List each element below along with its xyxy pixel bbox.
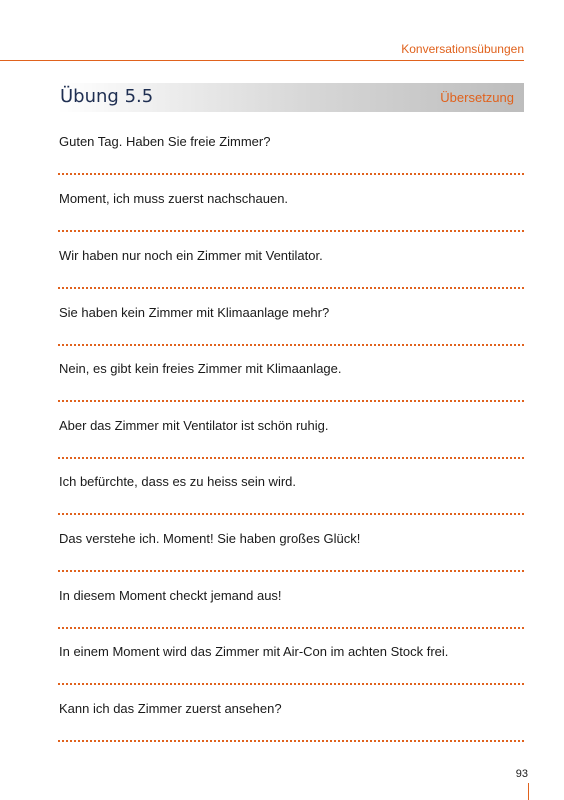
answer-line[interactable] [58,683,524,685]
sentence-text: In diesem Moment checkt jemand aus! [59,588,282,603]
exercise-item [58,248,524,305]
exercise-item [58,474,524,531]
header-rule [0,60,524,61]
exercise-item [58,531,524,588]
sentence-text: In einem Moment wird das Zimmer mit Air-Con im achten Stock frei. [59,644,449,659]
exercise-item [58,361,524,418]
page-number: 93 [515,768,528,780]
running-header: Konversationsübungen [401,42,524,56]
answer-line[interactable] [58,740,524,742]
sentence-text: Kann ich das Zimmer zuerst ansehen? [59,701,282,716]
exercise-item [58,701,524,758]
sentence-text: Guten Tag. Haben Sie freie Zimmer? [59,134,271,149]
exercise-item [58,305,524,362]
sentence-text: Wir haben nur noch ein Zimmer mit Ventilator. [59,248,323,263]
exercise-item [58,644,524,701]
exercise-type-label: Übersetzung [440,90,514,105]
answer-line[interactable] [58,457,524,459]
sentence-text: Nein, es gibt kein freies Zimmer mit Klimaanlage. [59,361,342,376]
answer-line[interactable] [58,173,524,175]
exercise-item [58,134,524,191]
exercise-item [58,588,524,645]
answer-line[interactable] [58,513,524,515]
answer-line[interactable] [58,570,524,572]
sentence-text: Sie haben kein Zimmer mit Klimaanlage mehr? [59,305,330,320]
sentence-text: Ich befürchte, dass es zu heiss sein wird. [59,474,297,489]
answer-line[interactable] [58,287,524,289]
exercise-title-bar [58,83,524,112]
answer-line[interactable] [58,344,524,346]
sentence-text: Aber das Zimmer mit Ventilator ist schön ruhig. [59,418,329,433]
sentence-text: Das verstehe ich. Moment! Sie haben großes Glück! [59,531,361,546]
exercise-item [58,418,524,475]
answer-line[interactable] [58,400,524,402]
sentence-text: Moment, ich muss zuerst nachschauen. [59,191,289,206]
answer-line[interactable] [58,627,524,629]
exercise-title: Übung 5.5 [60,86,154,107]
answer-line[interactable] [58,230,524,232]
page-marker [528,783,529,800]
exercise-item [58,191,524,248]
